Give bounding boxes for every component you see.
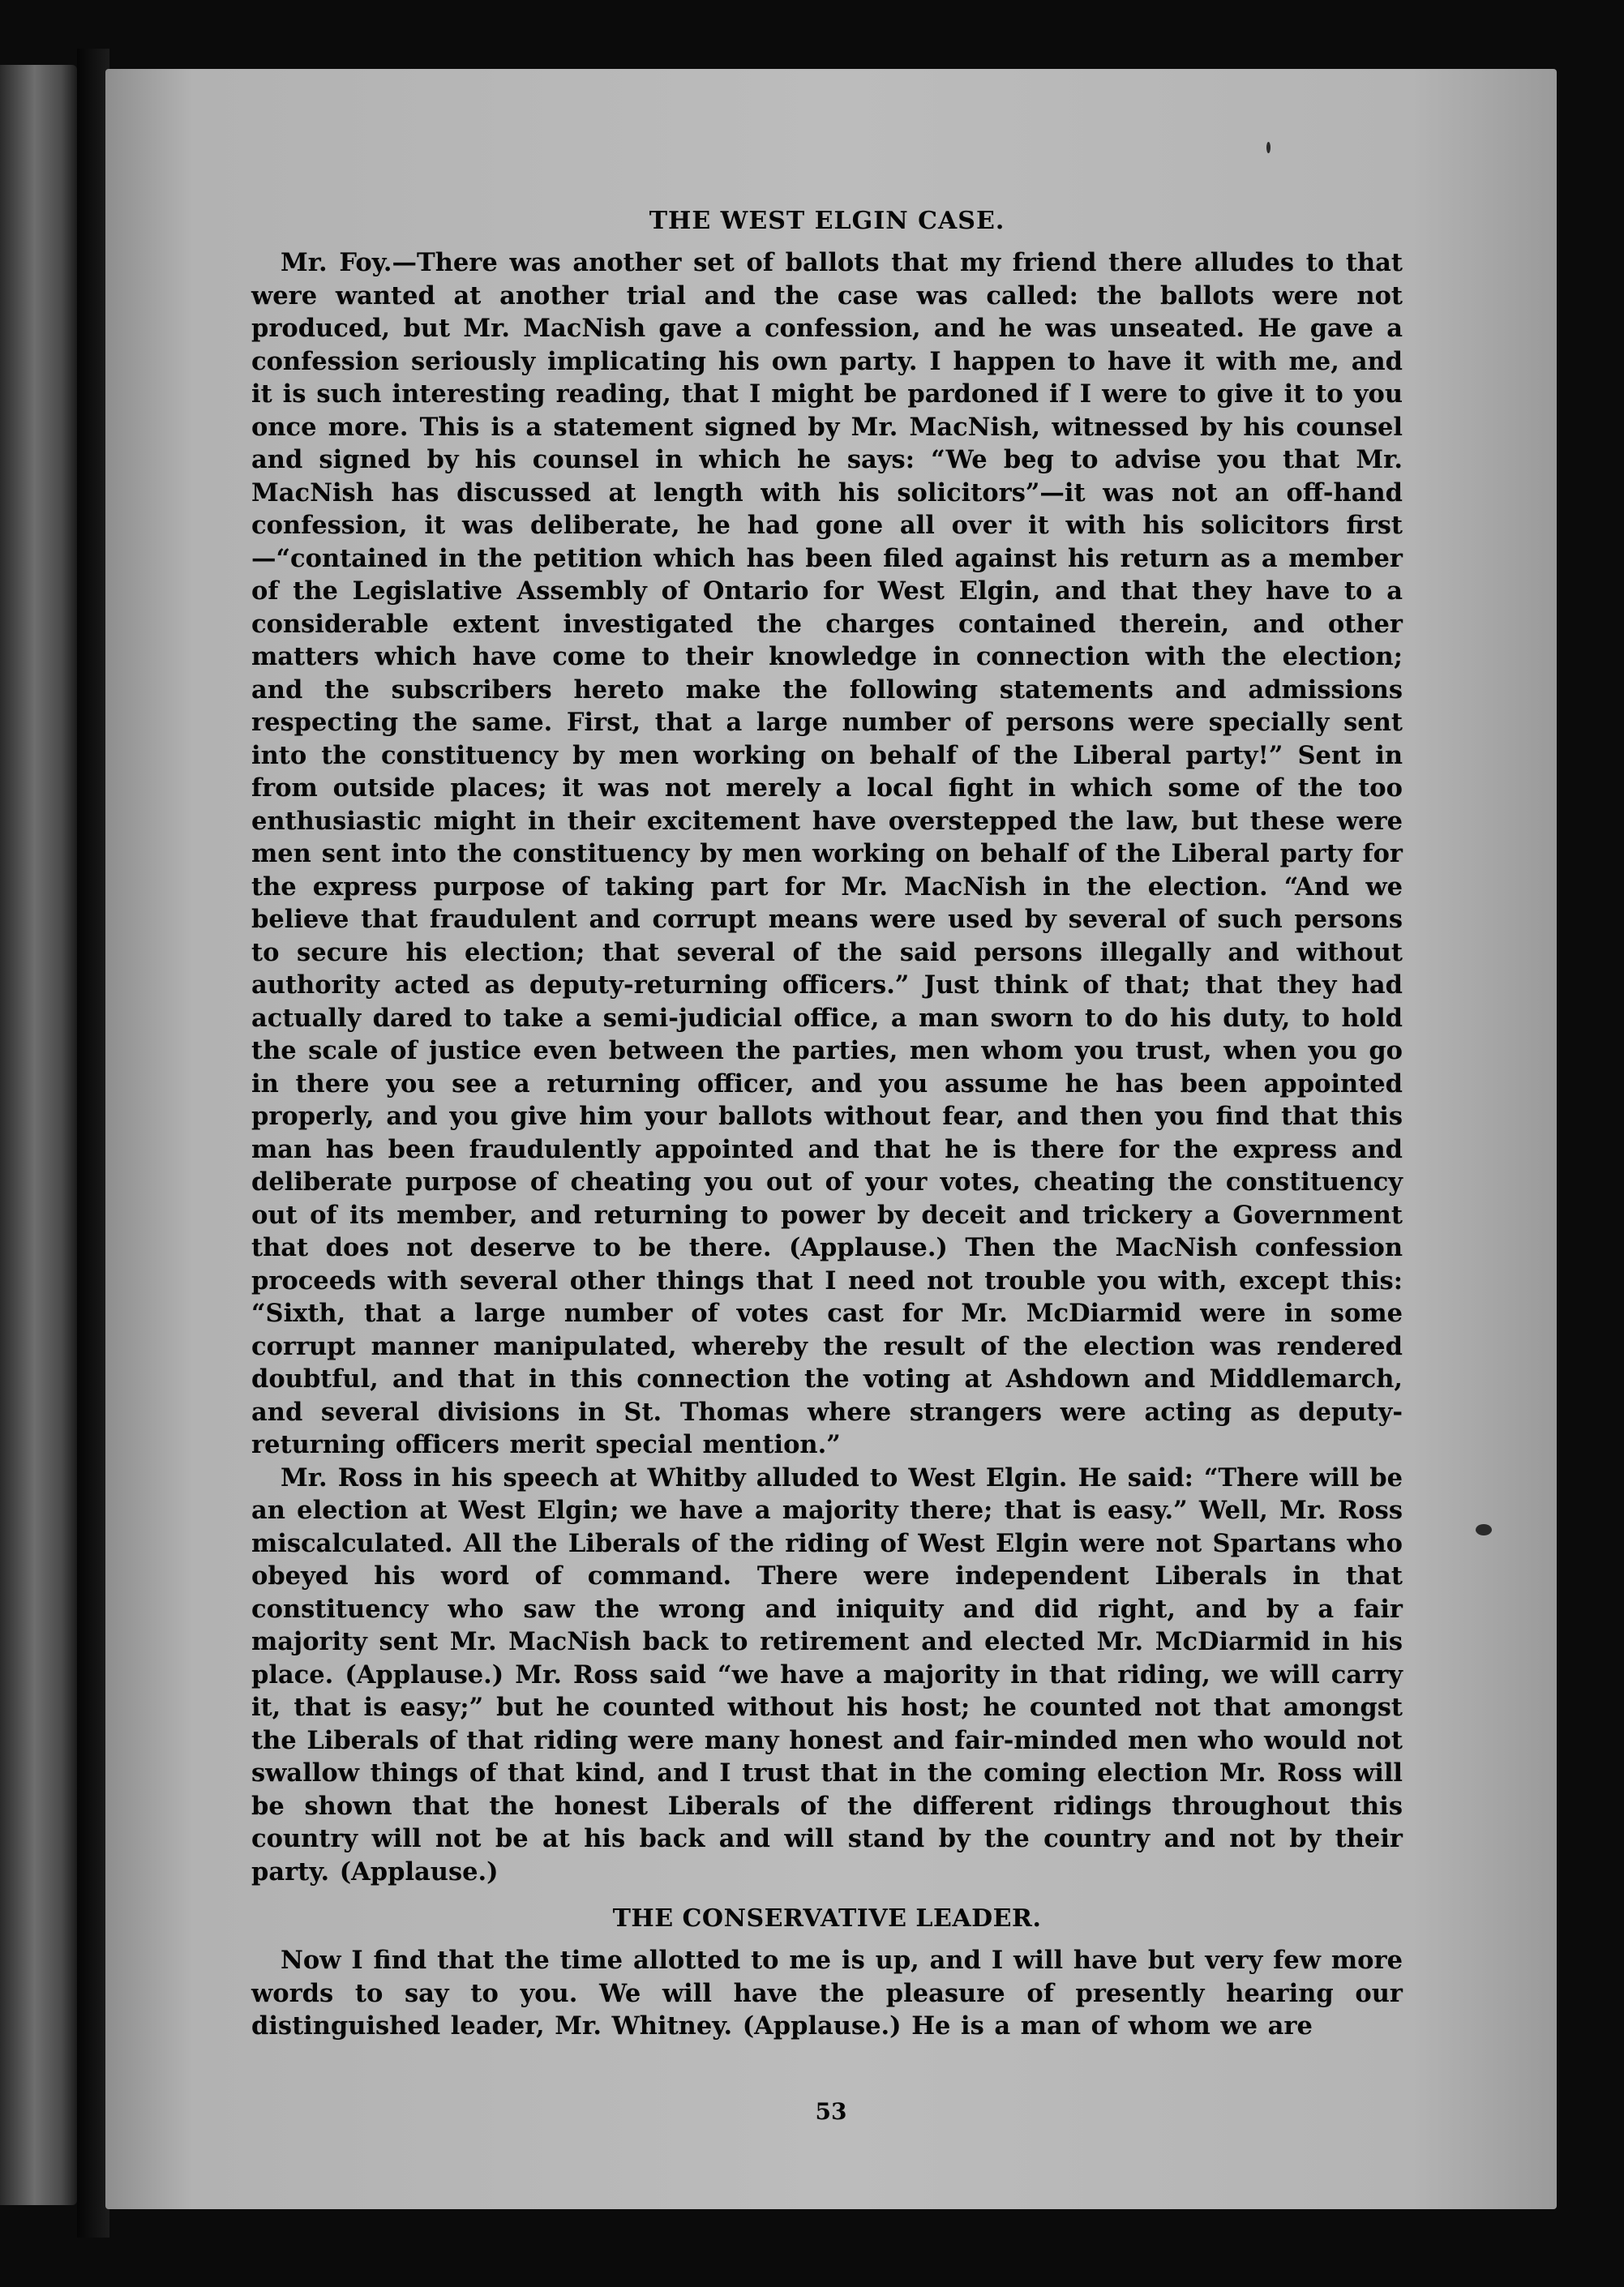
book-page (105, 69, 1557, 2209)
section-heading: THE CONSERVATIVE LEADER. (612, 1904, 1042, 1933)
body-paragraph-1: Mr. Foy.—There was another set of ballots that my friend there alludes to that were wanted at another trial and the case was called: the ballots were not produced, but Mr. MacNish gave a confession, and he was unseated. He gave a confession seriously implicating his own party. I happen to have it with me, and it is such interesting reading, that I might be pardoned if I were to give it to you once more. This is a statement signed by Mr. MacNish, witnessed by his counsel and signed by his counsel in which he says: “We beg to advise you that Mr. MacNish has discussed at length with his solicitors”—it was not an off-hand confession, it was deliberate, he had gone all over it with his solicitors first—“contained in the petition which has been filed against his return as a member of the Legislative Assembly of Ontario for West Elgin, and that they have to a considerable extent investigated the charges contained therein, and other matters which have come to their knowledge in connection with the election; and the subscribers hereto make the following statements and admissions respecting the same. First, that a large number of persons were specially sent into the constituency by men working on behalf of the Liberal party!” Sent in from outside places; it was not merely a local fight in which some of the too enthusiastic might in their excitement have overstepped the law, but these were men sent into the constituency by men working on behalf of the Liberal party for the express purpose of taking part for Mr. MacNish in the election. “And we believe that fraudulent and corrupt means were used by several of such persons to secure his election; that several of the said persons illegally and without authority acted as deputy-returning officers.” Just think of that; that they had actually dared to take a semi-judicial office, a man sworn to do his duty, to hold the scale of justice even between the parties, men whom you trust, when you go in there you see a returning officer, and you assume he has been appointed properly, and you give him your ballots without fear, and then you find that this man has been fraudulently appointed and that he is there for the express and deliberate purpose of cheating you out of your votes, cheating the constituency out of its member, and returning to power by deceit and trickery a Government that does not deserve to be there. (Applause.) Then the MacNish confession proceeds with several other things that I need not trouble you with, except this: “Sixth, that a large number of votes cast for Mr. McDiarmid were in some corrupt manner manipulated, whereby the result of the election was rendered doubtful, and that in this connection the voting at Ashdown and Middlemarch, and several divisions in St. Thomas where strangers were acting as deputy-returning officers merit special mention.” (251, 248, 1403, 1459)
facing-page-edge (0, 65, 77, 2205)
page-number: 53 (815, 2098, 847, 2125)
book-gutter (77, 49, 109, 2238)
running-head: THE WEST ELGIN CASE. (649, 207, 1005, 235)
body-paragraph-2: Mr. Ross in his speech at Whitby alluded to West Elgin. He said: “There will be an election at West Elgin; we have a majority there; that is easy.” Well, Mr. Ross miscalculated. All the Liberals of the riding of West Elgin were not Spartans who obeyed his word of command. There were independent Liberals in that constituency who saw the wrong and iniquity and did right, and by a fair majority sent Mr. MacNish back to retirement and elected Mr. McDiarmid in his place. (Applause.) Mr. Ross said “we have a majority in that riding, we will carry it, that is easy;” but he counted without his host; he counted not that amongst the Liberals of that riding were many honest and fair-minded men who would not swallow things of that kind, and I trust that in the coming election Mr. Ross will be shown that the honest Liberals of the different ridings throughout this country will not be at his back and will stand by the country and not by their party. (Applause.) (251, 1463, 1403, 1887)
ink-speck (1476, 1524, 1492, 1535)
body-paragraph-3: Now I find that the time allotted to me is up, and I will have but very few more words to say to you. We will have the pleasure of presently hearing our distinguished leader, Mr. Whitney. (Applause.) He is a man of whom we are (251, 1946, 1403, 2041)
ink-speck (1266, 142, 1270, 153)
